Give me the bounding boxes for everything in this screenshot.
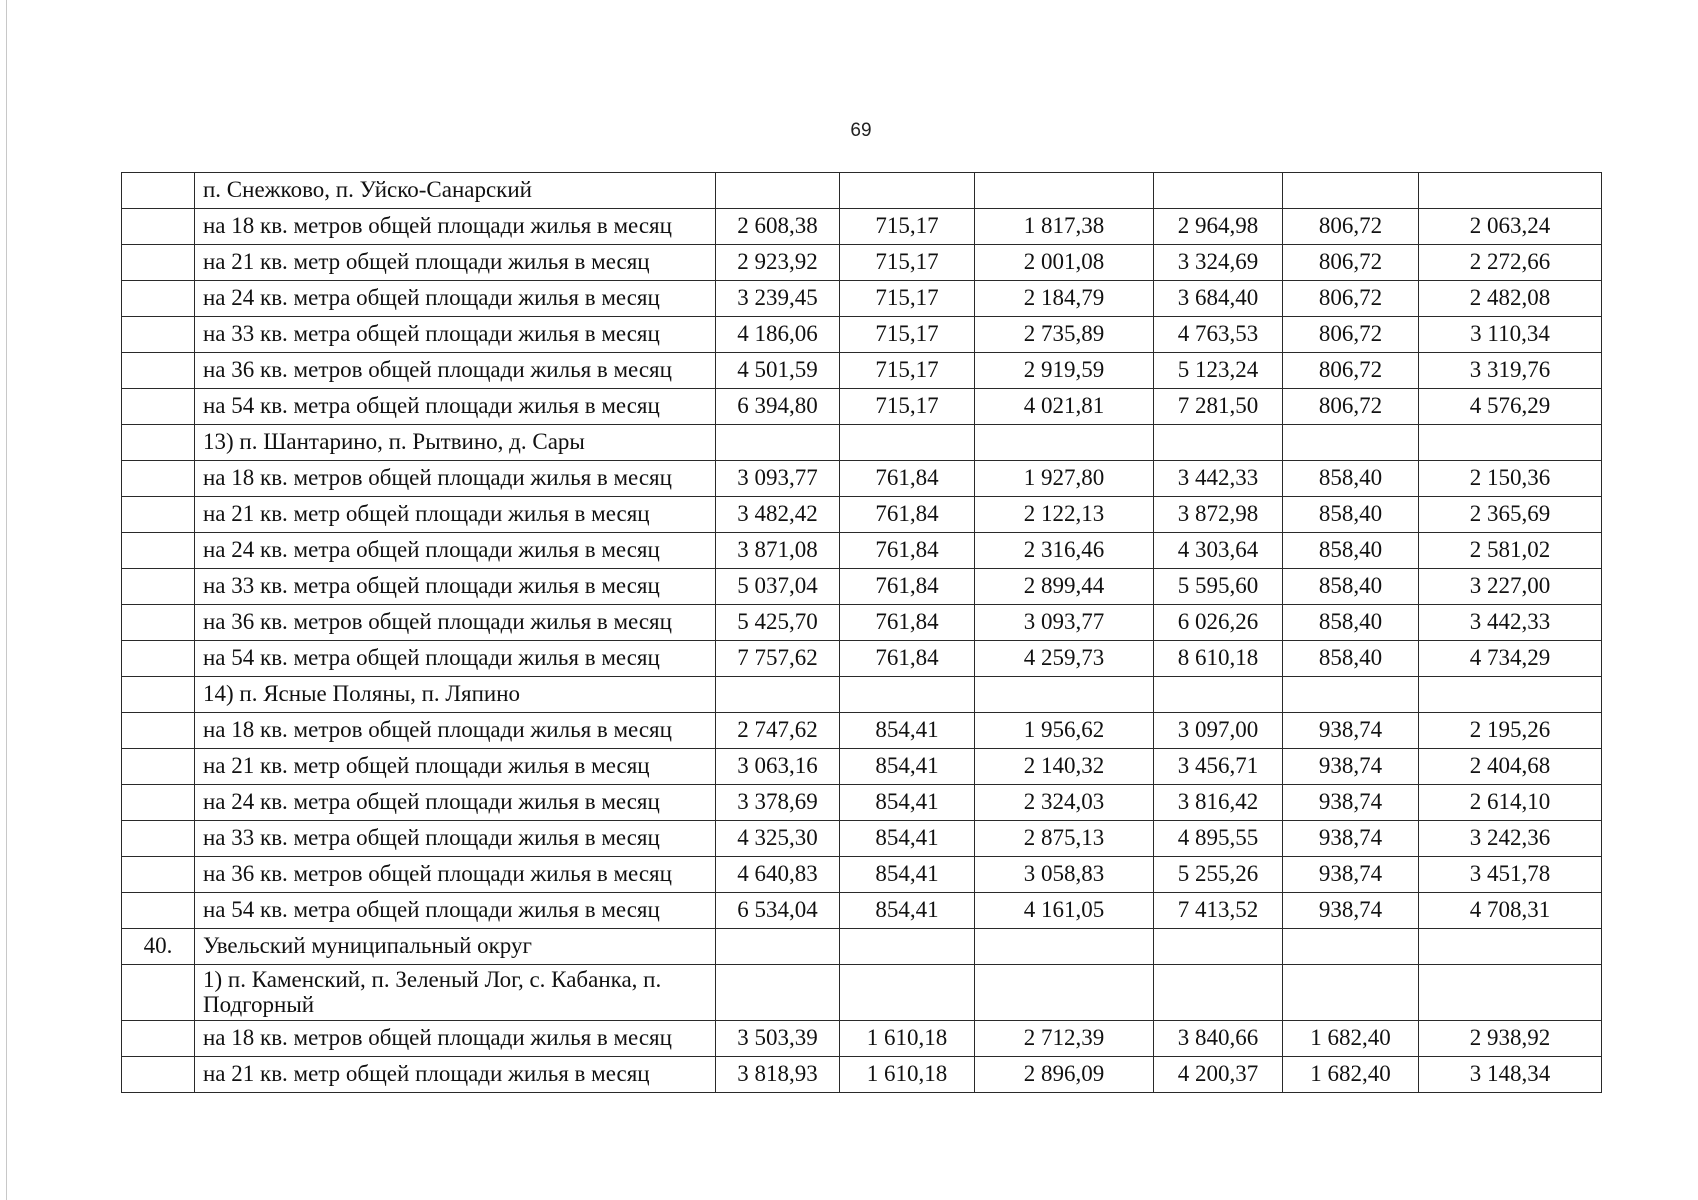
row-label-cell: на 21 кв. метр общей площади жилья в месяц bbox=[195, 749, 716, 785]
row-index-cell bbox=[122, 389, 195, 425]
table-row bbox=[122, 533, 1602, 569]
value-cell-col4: 5 255,26 bbox=[1154, 857, 1283, 893]
value-cell-col1 bbox=[716, 425, 840, 461]
value-cell-col1: 2 747,62 bbox=[716, 713, 840, 749]
value-cell-col6: 2 272,66 bbox=[1419, 245, 1602, 281]
value-cell-col2: 715,17 bbox=[840, 317, 975, 353]
table-row bbox=[122, 569, 1602, 605]
value-cell-col6: 3 319,76 bbox=[1419, 353, 1602, 389]
value-cell-col4: 8 610,18 bbox=[1154, 641, 1283, 677]
value-cell-col5: 858,40 bbox=[1283, 533, 1419, 569]
row-index-cell bbox=[122, 461, 195, 497]
value-cell-col2: 761,84 bbox=[840, 641, 975, 677]
value-cell-col6: 3 148,34 bbox=[1419, 1057, 1602, 1093]
value-cell-col5: 1 682,40 bbox=[1283, 1057, 1419, 1093]
table-row bbox=[122, 245, 1602, 281]
value-cell-col3: 2 001,08 bbox=[975, 245, 1154, 281]
value-cell-col2: 715,17 bbox=[840, 281, 975, 317]
table-row bbox=[122, 677, 1602, 713]
value-cell-col4: 5 595,60 bbox=[1154, 569, 1283, 605]
row-label-cell: на 21 кв. метр общей площади жилья в месяц bbox=[195, 1057, 716, 1093]
page-number: 69 bbox=[850, 120, 872, 141]
value-cell-col2: 715,17 bbox=[840, 389, 975, 425]
table-row bbox=[122, 1021, 1602, 1057]
row-label-cell: на 21 кв. метр общей площади жилья в месяц bbox=[195, 245, 716, 281]
row-label-cell: на 24 кв. метра общей площади жилья в месяц bbox=[195, 281, 716, 317]
value-cell-col6 bbox=[1419, 929, 1602, 965]
value-cell-col3: 2 316,46 bbox=[975, 533, 1154, 569]
value-cell-col3: 2 324,03 bbox=[975, 785, 1154, 821]
row-label-cell: 14) п. Ясные Поляны, п. Ляпино bbox=[195, 677, 716, 713]
value-cell-col5: 806,72 bbox=[1283, 281, 1419, 317]
row-index-cell bbox=[122, 245, 195, 281]
value-cell-col1: 3 093,77 bbox=[716, 461, 840, 497]
value-cell-col1: 3 503,39 bbox=[716, 1021, 840, 1057]
value-cell-col3: 2 919,59 bbox=[975, 353, 1154, 389]
value-cell-col3: 1 956,62 bbox=[975, 713, 1154, 749]
value-cell-col3: 3 093,77 bbox=[975, 605, 1154, 641]
row-label-cell: на 21 кв. метр общей площади жилья в месяц bbox=[195, 497, 716, 533]
value-cell-col3: 2 184,79 bbox=[975, 281, 1154, 317]
value-cell-col6: 3 451,78 bbox=[1419, 857, 1602, 893]
row-label-cell: на 18 кв. метров общей площади жилья в месяц bbox=[195, 209, 716, 245]
value-cell-col5 bbox=[1283, 677, 1419, 713]
value-cell-col6 bbox=[1419, 677, 1602, 713]
value-cell-col6 bbox=[1419, 173, 1602, 209]
value-cell-col5: 806,72 bbox=[1283, 317, 1419, 353]
table-row bbox=[122, 785, 1602, 821]
value-cell-col1: 2 923,92 bbox=[716, 245, 840, 281]
value-cell-col6: 2 365,69 bbox=[1419, 497, 1602, 533]
value-cell-col4: 4 895,55 bbox=[1154, 821, 1283, 857]
value-cell-col4 bbox=[1154, 929, 1283, 965]
value-cell-col3: 4 259,73 bbox=[975, 641, 1154, 677]
value-cell-col3 bbox=[975, 677, 1154, 713]
value-cell-col3: 2 899,44 bbox=[975, 569, 1154, 605]
value-cell-col5 bbox=[1283, 425, 1419, 461]
value-cell-col4: 5 123,24 bbox=[1154, 353, 1283, 389]
value-cell-col2: 761,84 bbox=[840, 569, 975, 605]
value-cell-col2: 715,17 bbox=[840, 245, 975, 281]
value-cell-col1 bbox=[716, 173, 840, 209]
row-label-cell: на 36 кв. метров общей площади жилья в месяц bbox=[195, 857, 716, 893]
value-cell-col3: 2 875,13 bbox=[975, 821, 1154, 857]
value-cell-col2 bbox=[840, 965, 975, 1021]
value-cell-col5: 858,40 bbox=[1283, 605, 1419, 641]
row-label-cell: на 18 кв. метров общей площади жилья в месяц bbox=[195, 1021, 716, 1057]
value-cell-col3 bbox=[975, 965, 1154, 1021]
value-cell-col3: 2 140,32 bbox=[975, 749, 1154, 785]
value-cell-col3: 1 927,80 bbox=[975, 461, 1154, 497]
value-cell-col4: 4 303,64 bbox=[1154, 533, 1283, 569]
value-cell-col6: 4 576,29 bbox=[1419, 389, 1602, 425]
value-cell-col4: 4 200,37 bbox=[1154, 1057, 1283, 1093]
row-index-cell bbox=[122, 425, 195, 461]
value-cell-col1: 3 378,69 bbox=[716, 785, 840, 821]
row-index-cell bbox=[122, 281, 195, 317]
value-cell-col5: 938,74 bbox=[1283, 893, 1419, 929]
value-cell-col6: 2 195,26 bbox=[1419, 713, 1602, 749]
value-cell-col6: 4 708,31 bbox=[1419, 893, 1602, 929]
value-cell-col4 bbox=[1154, 965, 1283, 1021]
value-cell-col1: 3 239,45 bbox=[716, 281, 840, 317]
value-cell-col6 bbox=[1419, 965, 1602, 1021]
row-label-cell: на 24 кв. метра общей площади жилья в месяц bbox=[195, 785, 716, 821]
row-label-cell: п. Снежково, п. Уйско-Санарский bbox=[195, 173, 716, 209]
value-cell-col5: 858,40 bbox=[1283, 569, 1419, 605]
row-index-cell bbox=[122, 713, 195, 749]
value-cell-col1: 3 482,42 bbox=[716, 497, 840, 533]
value-cell-col1: 3 871,08 bbox=[716, 533, 840, 569]
value-cell-col5 bbox=[1283, 929, 1419, 965]
value-cell-col6: 3 227,00 bbox=[1419, 569, 1602, 605]
value-cell-col4 bbox=[1154, 425, 1283, 461]
value-cell-col2: 761,84 bbox=[840, 533, 975, 569]
value-cell-col4: 3 816,42 bbox=[1154, 785, 1283, 821]
value-cell-col3: 3 058,83 bbox=[975, 857, 1154, 893]
value-cell-col5: 1 682,40 bbox=[1283, 1021, 1419, 1057]
value-cell-col3: 2 735,89 bbox=[975, 317, 1154, 353]
value-cell-col4: 3 872,98 bbox=[1154, 497, 1283, 533]
row-index-cell bbox=[122, 893, 195, 929]
value-cell-col4: 3 456,71 bbox=[1154, 749, 1283, 785]
value-cell-col2 bbox=[840, 173, 975, 209]
value-cell-col6: 2 404,68 bbox=[1419, 749, 1602, 785]
table-row bbox=[122, 641, 1602, 677]
value-cell-col6: 2 938,92 bbox=[1419, 1021, 1602, 1057]
table-body bbox=[122, 173, 1602, 1093]
value-cell-col5 bbox=[1283, 965, 1419, 1021]
value-cell-col3 bbox=[975, 173, 1154, 209]
value-cell-col3: 2 122,13 bbox=[975, 497, 1154, 533]
value-cell-col1: 3 063,16 bbox=[716, 749, 840, 785]
value-cell-col5: 806,72 bbox=[1283, 389, 1419, 425]
value-cell-col5: 858,40 bbox=[1283, 461, 1419, 497]
row-label-cell: на 54 кв. метра общей площади жилья в месяц bbox=[195, 893, 716, 929]
row-label-cell: на 36 кв. метров общей площади жилья в месяц bbox=[195, 353, 716, 389]
value-cell-col4: 2 964,98 bbox=[1154, 209, 1283, 245]
value-cell-col4: 7 413,52 bbox=[1154, 893, 1283, 929]
row-label-cell: на 18 кв. метров общей площади жилья в месяц bbox=[195, 713, 716, 749]
value-cell-col1: 7 757,62 bbox=[716, 641, 840, 677]
table-row bbox=[122, 965, 1602, 1021]
row-label-cell: на 24 кв. метра общей площади жилья в месяц bbox=[195, 533, 716, 569]
value-cell-col1: 3 818,93 bbox=[716, 1057, 840, 1093]
value-cell-col4: 6 026,26 bbox=[1154, 605, 1283, 641]
value-cell-col4: 3 324,69 bbox=[1154, 245, 1283, 281]
row-index-cell bbox=[122, 605, 195, 641]
value-cell-col5: 858,40 bbox=[1283, 641, 1419, 677]
value-cell-col6: 3 242,36 bbox=[1419, 821, 1602, 857]
value-cell-col5: 806,72 bbox=[1283, 353, 1419, 389]
row-label-cell: 13) п. Шантарино, п. Рытвино, д. Сары bbox=[195, 425, 716, 461]
value-cell-col2 bbox=[840, 425, 975, 461]
table-row bbox=[122, 317, 1602, 353]
value-cell-col2: 715,17 bbox=[840, 209, 975, 245]
value-cell-col2: 761,84 bbox=[840, 497, 975, 533]
table-row bbox=[122, 173, 1602, 209]
row-index-cell bbox=[122, 569, 195, 605]
value-cell-col1: 4 640,83 bbox=[716, 857, 840, 893]
table-row bbox=[122, 713, 1602, 749]
value-cell-col1: 6 534,04 bbox=[716, 893, 840, 929]
row-index-cell bbox=[122, 749, 195, 785]
table-row bbox=[122, 929, 1602, 965]
table-row bbox=[122, 209, 1602, 245]
value-cell-col4 bbox=[1154, 173, 1283, 209]
value-cell-col3: 4 021,81 bbox=[975, 389, 1154, 425]
row-index-cell bbox=[122, 821, 195, 857]
row-label-cell: 1) п. Каменский, п. Зеленый Лог, с. Кабанка, п. Подгорный bbox=[195, 965, 716, 1021]
value-cell-col2: 854,41 bbox=[840, 821, 975, 857]
value-cell-col3: 2 896,09 bbox=[975, 1057, 1154, 1093]
table-row bbox=[122, 389, 1602, 425]
value-cell-col3: 1 817,38 bbox=[975, 209, 1154, 245]
value-cell-col3: 2 712,39 bbox=[975, 1021, 1154, 1057]
value-cell-col6: 2 581,02 bbox=[1419, 533, 1602, 569]
value-cell-col4: 3 097,00 bbox=[1154, 713, 1283, 749]
table-row bbox=[122, 749, 1602, 785]
row-label-cell: Увельский муниципальный округ bbox=[195, 929, 716, 965]
row-index-cell bbox=[122, 965, 195, 1021]
value-cell-col2: 761,84 bbox=[840, 605, 975, 641]
row-label-cell: на 54 кв. метра общей площади жилья в месяц bbox=[195, 641, 716, 677]
row-label-cell: на 33 кв. метра общей площади жилья в месяц bbox=[195, 821, 716, 857]
value-cell-col5: 938,74 bbox=[1283, 785, 1419, 821]
value-cell-col5: 858,40 bbox=[1283, 497, 1419, 533]
row-index-cell bbox=[122, 533, 195, 569]
table-row bbox=[122, 353, 1602, 389]
value-cell-col1: 4 186,06 bbox=[716, 317, 840, 353]
value-cell-col6: 2 614,10 bbox=[1419, 785, 1602, 821]
value-cell-col2: 854,41 bbox=[840, 857, 975, 893]
value-cell-col4: 3 840,66 bbox=[1154, 1021, 1283, 1057]
value-cell-col5 bbox=[1283, 173, 1419, 209]
value-cell-col6: 3 110,34 bbox=[1419, 317, 1602, 353]
value-cell-col1 bbox=[716, 965, 840, 1021]
table-row bbox=[122, 281, 1602, 317]
value-cell-col3: 4 161,05 bbox=[975, 893, 1154, 929]
table-row bbox=[122, 1057, 1602, 1093]
value-cell-col2: 854,41 bbox=[840, 785, 975, 821]
value-cell-col4: 3 684,40 bbox=[1154, 281, 1283, 317]
row-index-cell bbox=[122, 317, 195, 353]
value-cell-col6: 2 150,36 bbox=[1419, 461, 1602, 497]
row-index-cell bbox=[122, 641, 195, 677]
row-label-cell: на 54 кв. метра общей площади жилья в месяц bbox=[195, 389, 716, 425]
table-row bbox=[122, 821, 1602, 857]
value-cell-col1: 4 325,30 bbox=[716, 821, 840, 857]
value-cell-col5: 938,74 bbox=[1283, 857, 1419, 893]
value-cell-col2: 1 610,18 bbox=[840, 1057, 975, 1093]
row-index-cell bbox=[122, 1057, 195, 1093]
row-index-cell bbox=[122, 173, 195, 209]
value-cell-col6: 4 734,29 bbox=[1419, 641, 1602, 677]
table-row bbox=[122, 605, 1602, 641]
value-cell-col2 bbox=[840, 929, 975, 965]
row-index-cell bbox=[122, 677, 195, 713]
row-label-cell: на 33 кв. метра общей площади жилья в месяц bbox=[195, 317, 716, 353]
value-cell-col1 bbox=[716, 677, 840, 713]
row-index-cell bbox=[122, 353, 195, 389]
table-row bbox=[122, 425, 1602, 461]
value-cell-col6: 2 063,24 bbox=[1419, 209, 1602, 245]
row-index-cell bbox=[122, 1021, 195, 1057]
row-index-cell bbox=[122, 497, 195, 533]
value-cell-col5: 938,74 bbox=[1283, 821, 1419, 857]
value-cell-col1: 2 608,38 bbox=[716, 209, 840, 245]
value-cell-col6 bbox=[1419, 425, 1602, 461]
table-row bbox=[122, 461, 1602, 497]
value-cell-col5: 938,74 bbox=[1283, 749, 1419, 785]
row-index-cell bbox=[122, 857, 195, 893]
row-index-cell bbox=[122, 209, 195, 245]
value-cell-col3 bbox=[975, 425, 1154, 461]
page-edge-line bbox=[6, 0, 7, 1200]
value-cell-col4: 7 281,50 bbox=[1154, 389, 1283, 425]
row-index-cell: 40. bbox=[122, 929, 195, 965]
value-cell-col5: 806,72 bbox=[1283, 245, 1419, 281]
value-cell-col2: 1 610,18 bbox=[840, 1021, 975, 1057]
value-cell-col6: 3 442,33 bbox=[1419, 605, 1602, 641]
value-cell-col1: 6 394,80 bbox=[716, 389, 840, 425]
table-row bbox=[122, 893, 1602, 929]
value-cell-col2: 854,41 bbox=[840, 749, 975, 785]
value-cell-col4: 3 442,33 bbox=[1154, 461, 1283, 497]
value-cell-col1: 5 425,70 bbox=[716, 605, 840, 641]
row-label-cell: на 18 кв. метров общей площади жилья в месяц bbox=[195, 461, 716, 497]
value-cell-col4: 4 763,53 bbox=[1154, 317, 1283, 353]
value-cell-col3 bbox=[975, 929, 1154, 965]
value-cell-col4 bbox=[1154, 677, 1283, 713]
value-cell-col1: 4 501,59 bbox=[716, 353, 840, 389]
value-cell-col2: 761,84 bbox=[840, 461, 975, 497]
value-cell-col2 bbox=[840, 677, 975, 713]
table-row bbox=[122, 857, 1602, 893]
value-cell-col2: 854,41 bbox=[840, 893, 975, 929]
value-cell-col1: 5 037,04 bbox=[716, 569, 840, 605]
value-cell-col2: 715,17 bbox=[840, 353, 975, 389]
value-cell-col1 bbox=[716, 929, 840, 965]
value-cell-col6: 2 482,08 bbox=[1419, 281, 1602, 317]
row-label-cell: на 33 кв. метра общей площади жилья в месяц bbox=[195, 569, 716, 605]
table-row bbox=[122, 497, 1602, 533]
row-index-cell bbox=[122, 785, 195, 821]
row-label-cell: на 36 кв. метров общей площади жилья в месяц bbox=[195, 605, 716, 641]
value-cell-col5: 806,72 bbox=[1283, 209, 1419, 245]
tariff-table bbox=[121, 172, 1602, 1093]
value-cell-col5: 938,74 bbox=[1283, 713, 1419, 749]
value-cell-col2: 854,41 bbox=[840, 713, 975, 749]
